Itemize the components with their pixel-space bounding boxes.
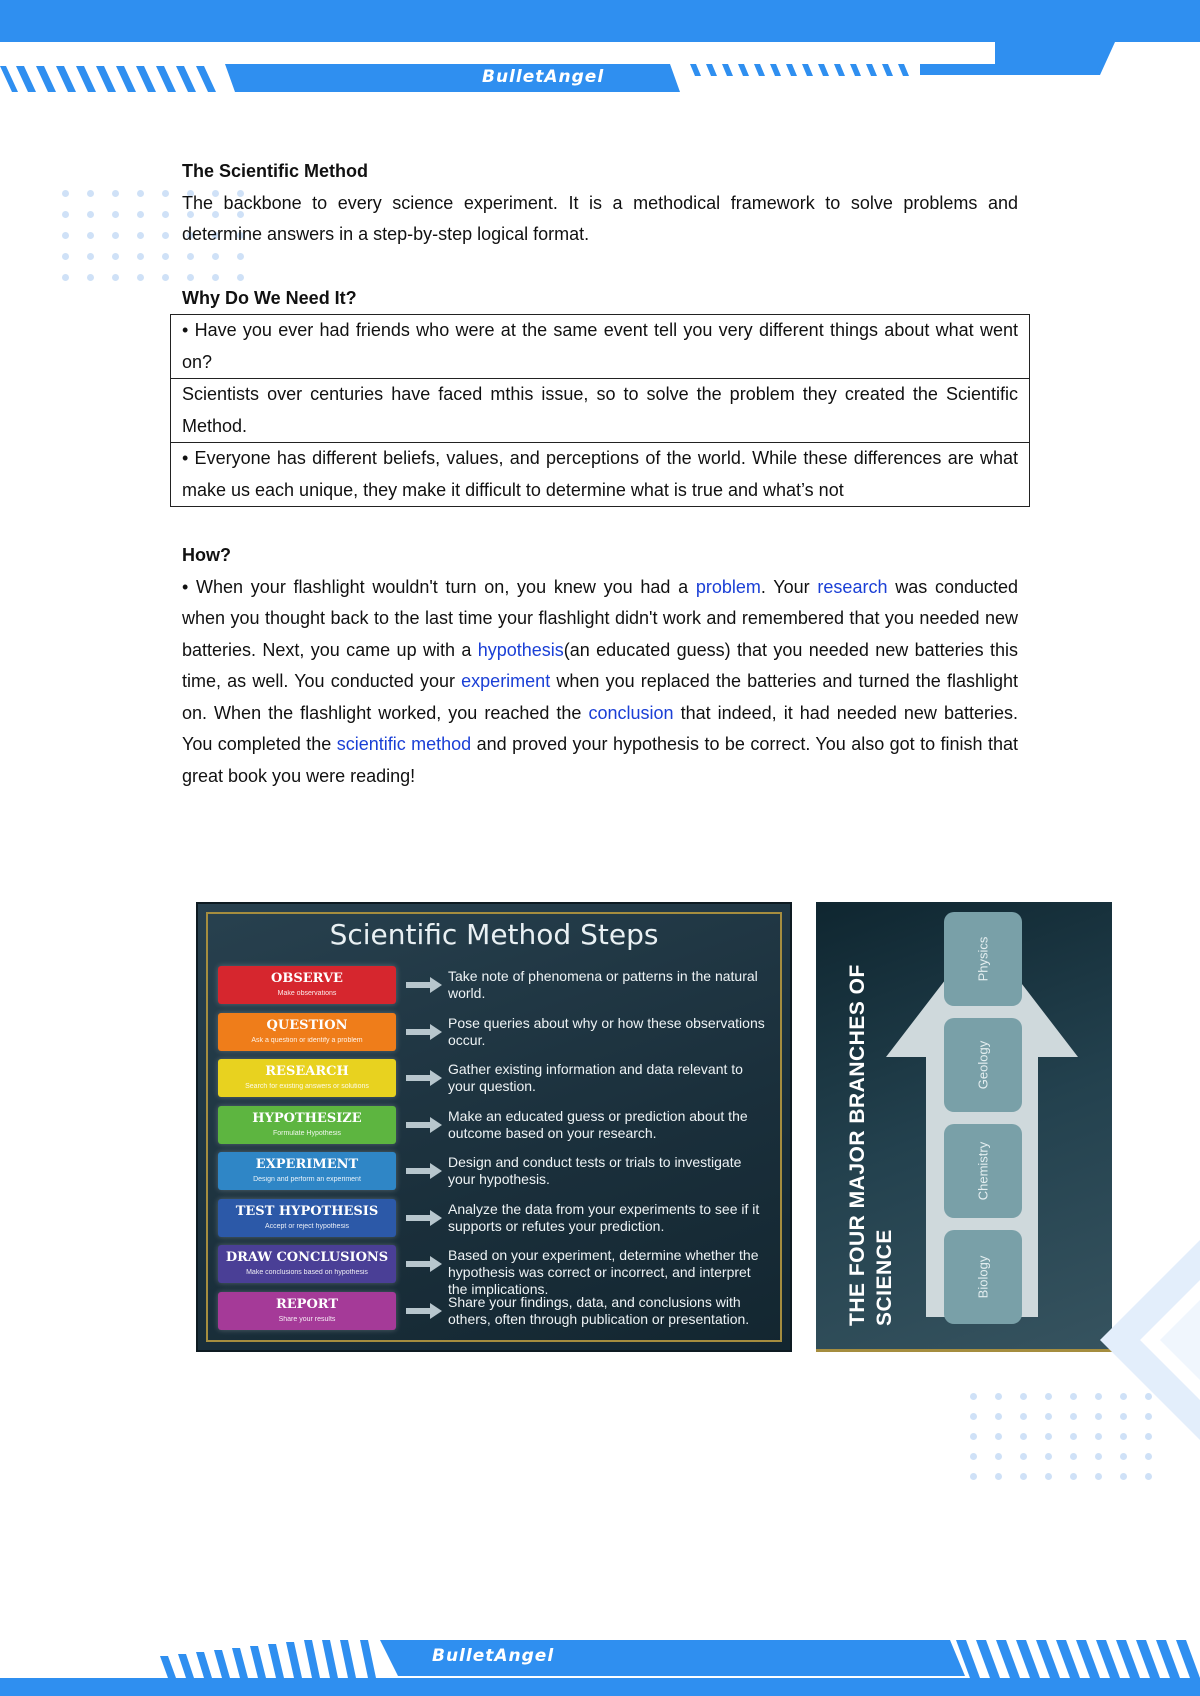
- keyword-conclusion: conclusion: [588, 702, 674, 723]
- step-description: Make an educated guess or prediction about the outcome based on your research.: [448, 1107, 748, 1141]
- section-how: [182, 540, 1018, 792]
- why-table: [170, 314, 1030, 507]
- step-arrow-icon: [406, 1256, 442, 1272]
- step-description: Based on your experiment, determine whether the hypothesis was correct or incorrect, and interpret the implications.: [448, 1247, 759, 1297]
- step-label: OBSERVE: [271, 971, 343, 986]
- step-box: [218, 1152, 396, 1190]
- branch-chemistry: Chemistry: [944, 1124, 1022, 1218]
- step-box: [218, 1199, 396, 1237]
- branch-biology: Biology: [944, 1230, 1022, 1324]
- step-sublabel: Ask a question or identify a problem: [251, 1036, 363, 1044]
- step-arrow-icon: [406, 977, 442, 993]
- step-box: [218, 966, 396, 1004]
- heading-scientific-method: The Scientific Method: [182, 161, 369, 181]
- branch-physics: Physics: [944, 912, 1022, 1006]
- step-sublabel: Design and perform an experiment: [253, 1176, 361, 1183]
- keyword-scientific-method: scientific method: [336, 734, 472, 754]
- step-box: [218, 1013, 396, 1051]
- step-sublabel: Accept or reject hypothesis: [264, 1222, 350, 1230]
- step-description: Design and conduct tests or trials to investigate your hypothesis.: [448, 1154, 742, 1187]
- footer-brand-logo: BulletAngel: [432, 1646, 555, 1666]
- step-sublabel: Search for existing answers or solutions: [245, 1083, 369, 1090]
- step-arrow-icon: [406, 1117, 442, 1133]
- heading-why-need-it: Why Do We Need It?: [182, 288, 357, 308]
- step-description: Analyze the data from your experiments to see if it supports or refutes your prediction.: [448, 1200, 760, 1234]
- flashlight-paragraph: • When your flashlight wouldn't turn on, you knew you had a problem. Your research was conducted when you thought back to the last time your flashlight didn't work and remembered that you needed new batteries. Next, you came up with a hypothesis(an educated guess) that you needed new batteries this time, as well. You conducted your experiment when you replaced the batteries and turned the flashlight on. When the flashlight worked, you reached the conclusion that indeed, it had needed new batteries. You completed the scientific method and proved your hypothesis to be correct. You also got to finish that great book you were reading!: [182, 576, 1019, 786]
- steps-figure-title: Scientific Method Steps: [329, 918, 659, 951]
- keyword-hypothesis: hypothesis: [477, 639, 564, 660]
- footer-banner: [0, 1622, 1200, 1696]
- step-sublabel: Formulate Hypothesis: [272, 1129, 342, 1137]
- step-arrow-icon: [406, 1163, 442, 1179]
- step-description: Take note of phenomena or patterns in the natural world.: [448, 968, 758, 1001]
- step-label: EXPERIMENT: [255, 1157, 359, 1172]
- step-label: QUESTION: [266, 1017, 348, 1033]
- step-label: RESEARCH: [265, 1064, 349, 1079]
- step-box: [218, 1059, 396, 1097]
- step-label: DRAW CONCLUSIONS: [225, 1250, 389, 1265]
- step-label: HYPOTHESIZE: [252, 1110, 362, 1126]
- step-arrow-icon: [406, 1070, 442, 1086]
- step-box: [218, 1292, 396, 1330]
- step-sublabel: Make conclusions based on hypothesis: [246, 1269, 368, 1276]
- step-arrow-icon: [406, 1024, 442, 1040]
- why-row: • Everyone has different beliefs, values, and perceptions of the world. While these differences are what make us each unique, they make it difficult to determine what is true and what’s not: [182, 448, 1018, 500]
- scientific-method-definition: The backbone to every science experiment. It is a methodical framework to solve problems and determine answers in a step-by-step logical format.: [182, 192, 1018, 244]
- step-label: TEST HYPOTHESIS: [235, 1203, 379, 1219]
- header-brand-logo: BulletAngel: [482, 67, 605, 87]
- heading-how: How?: [182, 545, 231, 565]
- why-row: Scientists over centuries have faced mthis issue, so to solve the problem they created the Scientific Method.: [171, 379, 1029, 443]
- step-arrow-icon: [406, 1303, 442, 1319]
- decorative-dots-bottom: [970, 1393, 1170, 1480]
- section-scientific-method: [182, 156, 1018, 251]
- keyword-research: research: [817, 576, 888, 597]
- step-label: REPORT: [275, 1296, 339, 1312]
- step-box: [218, 1245, 396, 1283]
- branches-figure-title: THE FOUR MAJOR BRANCHES OF SCIENCE: [846, 964, 896, 1326]
- scientific-method-steps-figure: [196, 902, 792, 1352]
- step-description: Share your findings, data, and conclusions with others, often through publication or presentation.: [448, 1293, 750, 1327]
- branch-geology: Geology: [944, 1018, 1022, 1112]
- step-sublabel: Make observations: [277, 990, 337, 997]
- branches-of-science-figure: [816, 902, 1112, 1352]
- why-row: • Have you ever had friends who were at the same event tell you very different things about what went on?: [171, 315, 1029, 379]
- keyword-problem: problem: [695, 576, 761, 597]
- step-sublabel: Share your results: [278, 1315, 336, 1323]
- keyword-experiment: experiment: [461, 671, 551, 691]
- step-box: [218, 1106, 396, 1144]
- step-description: Gather existing information and data relevant to your question.: [448, 1061, 743, 1094]
- step-description: Pose queries about why or how these observations occur.: [448, 1014, 765, 1048]
- step-arrow-icon: [406, 1210, 442, 1226]
